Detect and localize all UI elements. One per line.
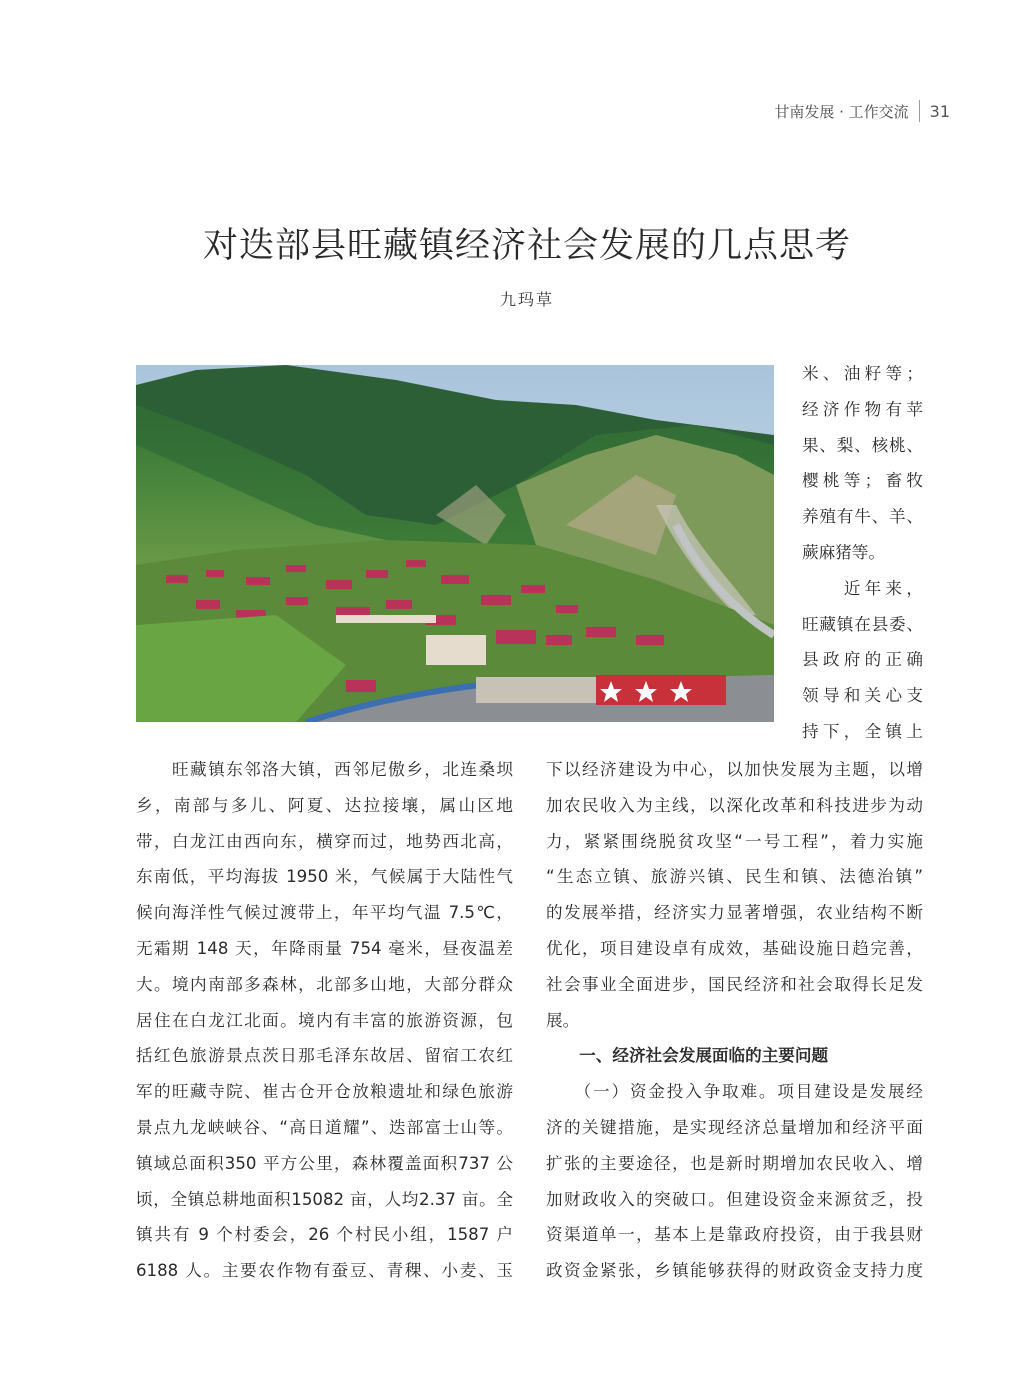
side-line: 养殖有牛、羊、 (802, 507, 923, 527)
article-title: 对迭部县旺藏镇经济社会发展的几点思考 (202, 226, 851, 266)
body-line: 镇域总面积350 平方公里，森林覆盖面积737 公 (136, 1153, 513, 1173)
article-author: 九玛草 (499, 290, 554, 309)
left-column-text (136, 752, 513, 1289)
running-header (774, 100, 950, 122)
body-line: 社会事业全面进步，国民经济和社会取得长足发 (546, 974, 923, 994)
body-line: 扩张的主要途径，也是新时期增加农民收入、增 (546, 1153, 923, 1173)
body-line: 候向海洋性气候过渡带上，年平均气温 7.5℃， (136, 903, 513, 923)
body-line: 展。 (546, 1010, 580, 1030)
body-line: 无霜期 148 天，年降雨量 754 毫米，昼夜温差 (136, 938, 513, 958)
side-line: 米、油籽等； (802, 364, 923, 383)
side-line: 持下，全镇上 (802, 721, 923, 741)
body-line: 的发展举措，经济实力显著增强，农业结构不断 (546, 903, 923, 923)
side-line: 领导和关心支 (802, 686, 923, 706)
right-column-text (546, 752, 923, 1289)
body-line: 下以经济建设为中心，以加快发展为主题，以增 (546, 760, 923, 779)
body-line: 景点九龙峡峡谷、“高日道耀”、迭部富士山等。 (136, 1117, 513, 1137)
body-line: 政资金紧张，乡镇能够获得的财政资金支持力度 (546, 1261, 923, 1281)
body-line: 顷，全镇总耕地面积15082 亩，人均2.37 亩。全 (136, 1189, 513, 1209)
body-line: 力，紧紧围绕脱贫攻坚“一号工程”，着力实施 (546, 831, 923, 851)
section-name: 甘南发展 · 工作交流 (774, 102, 909, 121)
body-line: 加财政收入的突破口。但建设资金来源贫乏，投 (546, 1189, 923, 1209)
section-heading: 一、经济社会发展面临的主要问题 (546, 1046, 829, 1066)
body-line: 加农民收入为主线，以深化改革和科技进步为动 (546, 795, 923, 815)
body-line: 优化，项目建设卓有成效，基础设施日趋完善， (546, 938, 923, 958)
village-aerial-photo (136, 365, 774, 722)
body-line: 济的关键措施，是实现经济总量增加和经济平面 (546, 1117, 923, 1137)
body-line: 大。境内南部多森林，北部多山地，大部分群众 (136, 974, 513, 994)
body-line: 军的旺藏寺院、崔古仓开仓放粮遗址和绿色旅游 (136, 1082, 513, 1102)
body-line: 6188 人。主要农作物有蚕豆、青稞、小麦、玉 (136, 1261, 513, 1281)
side-column-text (802, 356, 923, 750)
body-line: （一）资金投入争取难。项目建设是发展经 (546, 1082, 923, 1102)
body-line: 括红色旅游景点茨日那毛泽东故居、留宿工农红 (136, 1046, 513, 1066)
page-number: 31 (929, 101, 950, 121)
side-line: 近年来， (802, 578, 923, 598)
side-line: 蕨麻猪等。 (802, 542, 885, 562)
body-line: 居住在白龙江北面。境内有丰富的旅游资源，包 (136, 1010, 513, 1030)
side-line: 果、梨、核桃、 (802, 435, 923, 455)
body-line: 东南低，平均海拔 1950 米，气候属于大陆性气 (136, 867, 513, 887)
body-line: 资渠道单一，基本上是靠政府投资，由于我县财 (546, 1225, 923, 1245)
body-line: “生态立镇、旅游兴镇、民生和镇、法德治镇” (546, 867, 923, 887)
body-line: 镇共有 9 个村委会，26 个村民小组，1587 户 (136, 1225, 513, 1245)
body-line: 旺藏镇东邻洛大镇，西邻尼傲乡，北连桑坝 (136, 760, 513, 779)
side-line: 县政府的正确 (802, 650, 923, 670)
body-line: 带，白龙江由西向东，横穿而过，地势西北高， (136, 831, 513, 851)
side-line: 旺藏镇在县委、 (802, 614, 923, 634)
body-line: 乡，南部与多儿、阿夏、达拉接壤，属山区地 (136, 795, 513, 815)
side-line: 樱桃等；畜牧 (802, 471, 923, 491)
side-line: 经济作物有苹 (802, 399, 923, 419)
header-divider (919, 100, 920, 122)
